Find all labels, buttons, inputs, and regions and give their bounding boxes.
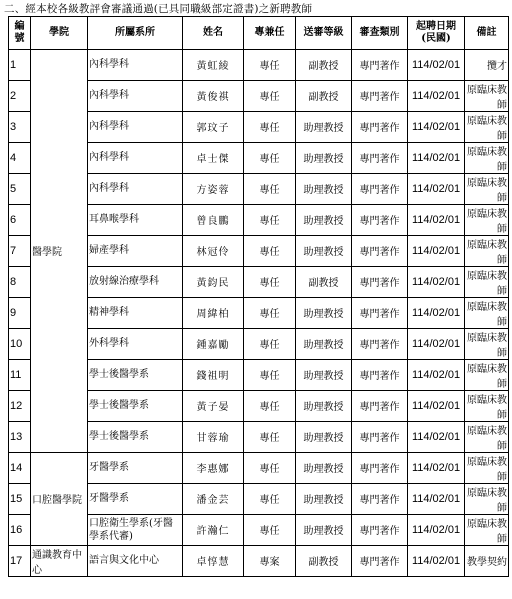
cell-note: 攬才 <box>465 50 509 81</box>
cell-level: 助理教授 <box>296 452 352 483</box>
cell-category: 專門著作 <box>352 266 408 297</box>
cell-date: 114/02/01 <box>408 266 465 297</box>
cell-note: 原臨床教師 <box>465 359 509 390</box>
cell-level: 助理教授 <box>296 328 352 359</box>
cell-type: 專任 <box>244 50 296 81</box>
cell-dept: 學士後醫學系 <box>88 421 183 452</box>
cell-category: 專門著作 <box>352 359 408 390</box>
cell-date: 114/02/01 <box>408 50 465 81</box>
cell-dept: 語言與文化中心 <box>88 545 183 576</box>
cell-no: 6 <box>9 204 31 235</box>
cell-note: 原臨床教師 <box>465 266 509 297</box>
cell-date: 114/02/01 <box>408 390 465 421</box>
cell-no: 15 <box>9 483 31 514</box>
cell-type: 專任 <box>244 390 296 421</box>
cell-category: 專門著作 <box>352 173 408 204</box>
cell-level: 助理教授 <box>296 142 352 173</box>
cell-type: 專任 <box>244 266 296 297</box>
cell-dept: 放射線治療學科 <box>88 266 183 297</box>
cell-date: 114/02/01 <box>408 359 465 390</box>
cell-note: 原臨床教師 <box>465 514 509 545</box>
new-faculty-table <box>8 16 509 577</box>
cell-category: 專門著作 <box>352 80 408 111</box>
cell-level: 助理教授 <box>296 514 352 545</box>
cell-level: 助理教授 <box>296 173 352 204</box>
cell-type: 專任 <box>244 297 296 328</box>
cell-category: 專門著作 <box>352 204 408 235</box>
table-row <box>9 452 509 483</box>
cell-level: 助理教授 <box>296 421 352 452</box>
cell-level: 助理教授 <box>296 297 352 328</box>
cell-category: 專門著作 <box>352 50 408 81</box>
cell-note: 原臨床教師 <box>465 483 509 514</box>
cell-type: 專任 <box>244 173 296 204</box>
cell-category: 專門著作 <box>352 545 408 576</box>
header-category: 審查類別 <box>352 17 408 50</box>
cell-type: 專任 <box>244 514 296 545</box>
table-row <box>9 545 509 576</box>
header-college: 學院 <box>31 17 88 50</box>
cell-dept: 內科學科 <box>88 142 183 173</box>
cell-level: 副教授 <box>296 266 352 297</box>
cell-name: 甘蓉瑜 <box>183 421 244 452</box>
header-no: 編號 <box>9 17 31 50</box>
cell-date: 114/02/01 <box>408 514 465 545</box>
cell-note: 原臨床教師 <box>465 111 509 142</box>
cell-level: 助理教授 <box>296 390 352 421</box>
cell-note: 原臨床教師 <box>465 452 509 483</box>
cell-no: 1 <box>9 50 31 81</box>
cell-category: 專門著作 <box>352 142 408 173</box>
cell-note: 原臨床教師 <box>465 421 509 452</box>
cell-type: 專任 <box>244 359 296 390</box>
header-date: 起聘日期(民國) <box>408 17 465 50</box>
cell-no: 12 <box>9 390 31 421</box>
cell-no: 11 <box>9 359 31 390</box>
cell-no: 16 <box>9 514 31 545</box>
header-type: 專兼任 <box>244 17 296 50</box>
cell-name: 許瀚仁 <box>183 514 244 545</box>
cell-name: 郭玟子 <box>183 111 244 142</box>
cell-level: 副教授 <box>296 545 352 576</box>
cell-level: 助理教授 <box>296 111 352 142</box>
cell-no: 14 <box>9 452 31 483</box>
cell-category: 專門著作 <box>352 514 408 545</box>
cell-college: 醫學院 <box>31 50 88 453</box>
cell-no: 4 <box>9 142 31 173</box>
header-dept: 所屬系所 <box>88 17 183 50</box>
cell-type: 專任 <box>244 483 296 514</box>
cell-date: 114/02/01 <box>408 204 465 235</box>
cell-name: 卓士傑 <box>183 142 244 173</box>
cell-name: 黃虹綾 <box>183 50 244 81</box>
cell-name: 林冠伶 <box>183 235 244 266</box>
cell-level: 助理教授 <box>296 235 352 266</box>
cell-type: 專任 <box>244 452 296 483</box>
cell-type: 專任 <box>244 111 296 142</box>
cell-level: 助理教授 <box>296 483 352 514</box>
cell-category: 專門著作 <box>352 328 408 359</box>
cell-category: 專門著作 <box>352 483 408 514</box>
cell-dept: 外科學科 <box>88 328 183 359</box>
cell-dept: 牙醫學系 <box>88 483 183 514</box>
cell-level: 助理教授 <box>296 359 352 390</box>
cell-note: 原臨床教師 <box>465 390 509 421</box>
cell-name: 黃俊祺 <box>183 80 244 111</box>
cell-type: 專任 <box>244 80 296 111</box>
section-heading: 二、經本校各級教評會審議通過(已具同職級部定證書)之新聘教師 <box>4 3 313 15</box>
cell-name: 曾良鵬 <box>183 204 244 235</box>
cell-dept: 內科學科 <box>88 173 183 204</box>
cell-dept: 內科學科 <box>88 50 183 81</box>
cell-note: 原臨床教師 <box>465 142 509 173</box>
header-level: 送審等級 <box>296 17 352 50</box>
cell-note: 原臨床教師 <box>465 235 509 266</box>
cell-name: 黃鈞民 <box>183 266 244 297</box>
cell-dept: 學士後醫學系 <box>88 390 183 421</box>
cell-dept: 牙醫學系 <box>88 452 183 483</box>
cell-type: 專任 <box>244 142 296 173</box>
cell-date: 114/02/01 <box>408 421 465 452</box>
cell-category: 專門著作 <box>352 452 408 483</box>
cell-note: 原臨床教師 <box>465 204 509 235</box>
cell-date: 114/02/01 <box>408 142 465 173</box>
table-row <box>9 50 509 81</box>
cell-date: 114/02/01 <box>408 235 465 266</box>
cell-name: 錢祖明 <box>183 359 244 390</box>
cell-date: 114/02/01 <box>408 297 465 328</box>
cell-no: 2 <box>9 80 31 111</box>
cell-name: 黃子晏 <box>183 390 244 421</box>
cell-name: 方姿蓉 <box>183 173 244 204</box>
cell-category: 專門著作 <box>352 235 408 266</box>
cell-type: 專任 <box>244 421 296 452</box>
header-name: 姓名 <box>183 17 244 50</box>
cell-no: 8 <box>9 266 31 297</box>
cell-dept: 學士後醫學系 <box>88 359 183 390</box>
cell-dept: 內科學科 <box>88 80 183 111</box>
cell-note: 原臨床教師 <box>465 173 509 204</box>
cell-no: 9 <box>9 297 31 328</box>
cell-type: 專案 <box>244 545 296 576</box>
cell-dept: 婦產學科 <box>88 235 183 266</box>
cell-date: 114/02/01 <box>408 452 465 483</box>
cell-dept: 精神學科 <box>88 297 183 328</box>
cell-college: 口腔醫學院 <box>31 452 88 545</box>
cell-level: 助理教授 <box>296 204 352 235</box>
cell-category: 專門著作 <box>352 111 408 142</box>
cell-dept: 耳鼻喉學科 <box>88 204 183 235</box>
cell-date: 114/02/01 <box>408 328 465 359</box>
cell-date: 114/02/01 <box>408 545 465 576</box>
cell-category: 專門著作 <box>352 390 408 421</box>
cell-name: 李惠娜 <box>183 452 244 483</box>
cell-level: 副教授 <box>296 50 352 81</box>
table-body <box>9 50 509 577</box>
cell-no: 7 <box>9 235 31 266</box>
cell-note: 原臨床教師 <box>465 80 509 111</box>
cell-no: 10 <box>9 328 31 359</box>
cell-note: 原臨床教師 <box>465 328 509 359</box>
cell-name: 周緯柏 <box>183 297 244 328</box>
header-note: 備註 <box>465 17 509 50</box>
cell-note: 教學契約 <box>465 545 509 576</box>
cell-name: 潘金芸 <box>183 483 244 514</box>
cell-category: 專門著作 <box>352 421 408 452</box>
cell-level: 副教授 <box>296 80 352 111</box>
table-header-row <box>9 17 509 50</box>
cell-no: 5 <box>9 173 31 204</box>
cell-no: 17 <box>9 545 31 576</box>
cell-type: 專任 <box>244 235 296 266</box>
cell-college: 通識教育中心 <box>31 545 88 576</box>
cell-dept: 口腔衛生學系(牙醫學系代審) <box>88 514 183 545</box>
cell-type: 專任 <box>244 204 296 235</box>
cell-type: 專任 <box>244 328 296 359</box>
cell-dept: 內科學科 <box>88 111 183 142</box>
cell-date: 114/02/01 <box>408 111 465 142</box>
cell-no: 13 <box>9 421 31 452</box>
cell-name: 鍾嘉勵 <box>183 328 244 359</box>
cell-note: 原臨床教師 <box>465 297 509 328</box>
cell-no: 3 <box>9 111 31 142</box>
cell-date: 114/02/01 <box>408 80 465 111</box>
cell-date: 114/02/01 <box>408 483 465 514</box>
cell-name: 卓惇慧 <box>183 545 244 576</box>
cell-date: 114/02/01 <box>408 173 465 204</box>
cell-category: 專門著作 <box>352 297 408 328</box>
